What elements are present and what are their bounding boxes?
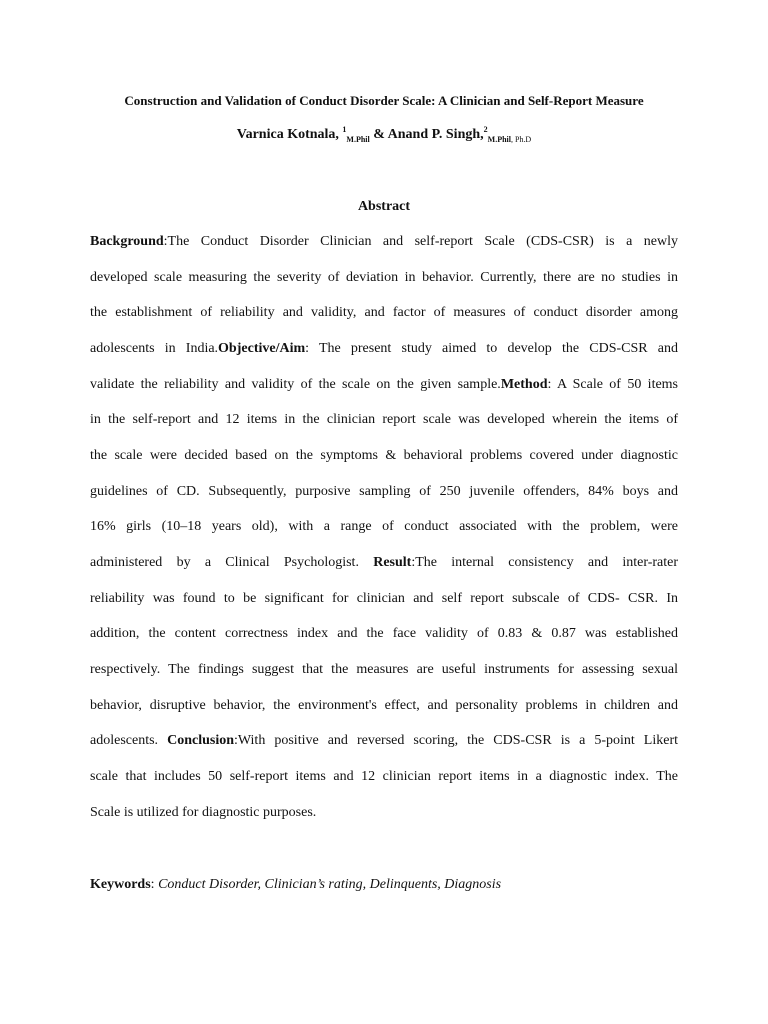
author-1-name: Varnica Kotnala, — [236, 127, 339, 142]
abstract-line — [90, 723, 678, 759]
abstract-line — [90, 438, 678, 474]
abstract-section-label: Conclusion — [167, 733, 234, 749]
abstract-text: :The Conduct Disorder Clinician and self-report Scale (CDS-CSR) is a newly — [163, 234, 678, 249]
abstract-line — [90, 688, 678, 724]
abstract-text: behavior, disruptive behavior, the environment's effect, and personality problems in children and — [90, 697, 678, 713]
abstract-line — [90, 367, 678, 403]
abstract-text: in the self-report and 12 items in the clinician report scale was developed wherein the items of — [90, 412, 678, 428]
abstract-heading: Abstract — [357, 199, 411, 214]
abstract-line — [90, 509, 678, 545]
abstract-text: addition, the content correctness index and the face validity of 0.83 & 0.87 was established — [90, 626, 678, 642]
abstract-line — [90, 295, 678, 331]
abstract-line — [90, 402, 678, 438]
paper-title: Construction and Validation of Conduct Disorder Scale: A Clinician and Self-Report Measure — [124, 93, 644, 108]
author-line — [0, 126, 768, 144]
abstract-line — [90, 616, 678, 652]
abstract-section-label: Result — [373, 554, 412, 570]
abstract-text: : A Scale of 50 items — [547, 376, 679, 392]
abstract-section-label: Method — [500, 376, 548, 392]
abstract-text: guidelines of CD. Subsequently, purposive sampling of 250 juvenile offenders, 84% boys and — [90, 483, 678, 499]
author-2-degree-separator: , — [510, 135, 515, 144]
abstract-text: administered by a Clinical Psychologist. — [90, 554, 374, 570]
keywords-line — [90, 876, 501, 894]
author-1-degree: M.Phil — [346, 135, 370, 144]
keywords-label: Keywords — [90, 877, 151, 892]
abstract-text: the scale were decided based on the symptoms & behavioral problems covered under diagnostic — [90, 447, 678, 463]
author-2-affiliation-mark: 2 — [483, 125, 488, 134]
abstract-text: adolescents in India. — [90, 340, 219, 356]
abstract-text: Scale is utilized for diagnostic purposes. — [90, 804, 317, 820]
abstract-body — [90, 224, 678, 830]
abstract-text: :The internal consistency and inter-rater — [411, 554, 679, 570]
keywords-separator: : — [150, 877, 159, 892]
abstract-text: respectively. The findings suggest that the measures are useful instruments for assessing sexual — [90, 661, 678, 677]
abstract-line — [90, 224, 678, 260]
abstract-section-label: Background — [90, 234, 164, 249]
abstract-text: reliability was found to be significant for clinician and self report subscale of CDS- CSR. In — [90, 590, 678, 606]
abstract-line — [90, 652, 678, 688]
abstract-text: the establishment of reliability and validity, and factor of measures of conduct disorder among — [90, 305, 678, 321]
abstract-text: developed scale measuring the severity of deviation in behavior. Currently, there are no studies in — [90, 269, 678, 285]
abstract-line — [90, 545, 678, 581]
abstract-text: 16% girls (10–18 years old), with a range of conduct associated with the problem, were — [90, 519, 678, 535]
keywords-values: Conduct Disorder, Clinician’s rating, Delinquents, Diagnosis — [158, 877, 502, 892]
abstract-section-label: Objective/Aim — [218, 340, 306, 356]
author-1-affiliation-mark: 1 — [342, 125, 347, 134]
author-connector: & Anand P. Singh, — [373, 127, 484, 142]
abstract-text: :With positive and reversed scoring, the CDS-CSR is a 5-point Likert — [234, 733, 678, 749]
abstract-text: adolescents. — [90, 733, 168, 749]
abstract-line — [90, 795, 678, 831]
abstract-line — [90, 331, 678, 367]
abstract-line — [90, 581, 678, 617]
abstract-line — [90, 260, 678, 296]
abstract-line — [90, 474, 678, 510]
abstract-text: : The present study aimed to develop the CDS-CSR and — [305, 340, 678, 356]
author-2-degree-b: Ph.D — [514, 135, 532, 144]
abstract-line — [90, 759, 678, 795]
abstract-text: validate the reliability and validity of the scale on the given sample. — [90, 376, 501, 392]
abstract-text: scale that includes 50 self-report items and 12 clinician report items in a diagnostic index. The — [90, 768, 678, 784]
author-2-degree-a: M.Phil — [487, 135, 511, 144]
